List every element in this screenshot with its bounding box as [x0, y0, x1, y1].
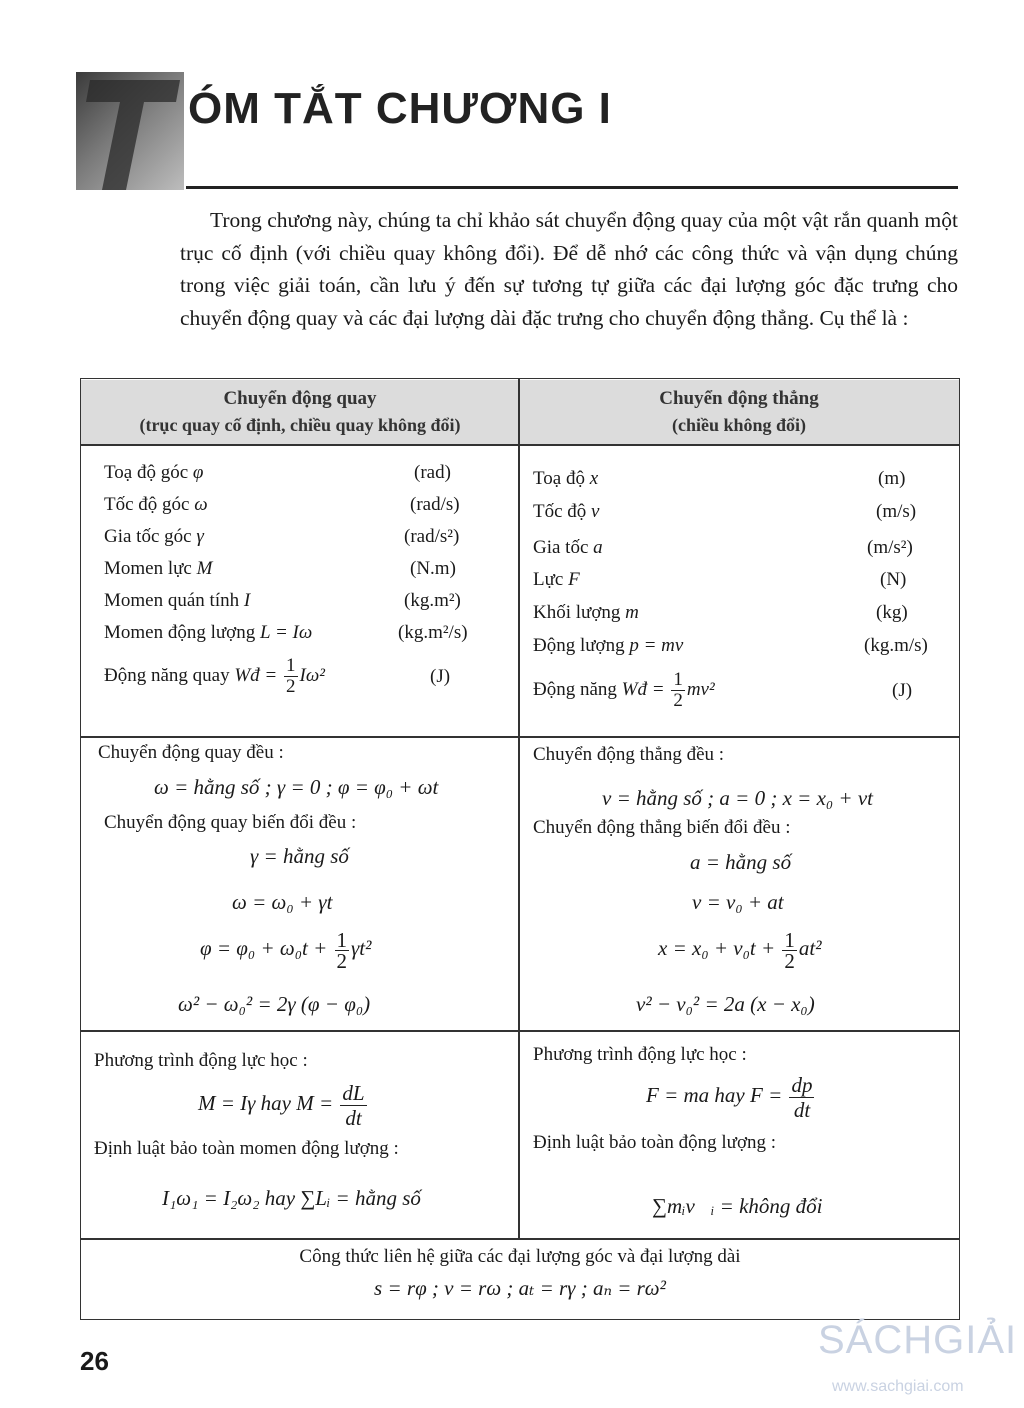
right-eq-a: a = hằng số — [690, 850, 792, 874]
quantity-row: Lực F — [533, 569, 580, 590]
quantity-unit: (rad/s) — [410, 494, 460, 515]
right-uniform-title: Chuyển động thẳng đều : — [533, 744, 725, 765]
right-dynamics-title: Phương trình động lực học : — [533, 1044, 747, 1065]
left-variable-title: Chuyển động quay biến đổi đều : — [104, 812, 357, 833]
right-dynamics-equation: F = ma hay F = $\frac{dp}{dt}$ — [646, 1072, 813, 1122]
left-uniform-title: Chuyển động quay đều : — [98, 742, 284, 763]
left-column-header: Chuyển động quay (trục quay cố định, chiều quay không đổi) — [139, 388, 461, 435]
right-column-header: Chuyển động thẳng (chiều không đổi) — [659, 388, 819, 435]
left-dynamics-equation: M = Iγ hay M = $\frac{dL}{dt}$ — [198, 1080, 365, 1130]
left-eq-omega-squared: ω² − ω₀² = 2γ (φ − φ₀) — [178, 992, 371, 1016]
quantity-unit: (rad) — [414, 462, 451, 483]
left-conservation-equation: I₁ω₁ = I₂ω₂ hay ∑Lᵢ = hằng số — [162, 1186, 421, 1210]
right-eq-v: v = v₀ + at — [692, 890, 784, 914]
right-variable-title: Chuyển động thẳng biến đổi đều : — [533, 817, 791, 838]
quantity-unit: (J) — [430, 666, 451, 687]
quantity-row: Momen quán tính I — [104, 590, 251, 611]
quantity-row: Toạ độ x — [533, 468, 599, 489]
quantity-unit: (m/s) — [876, 501, 917, 522]
right-eq-x: x = x₀ + v₀t + $\frac{1}{2}$ at² — [658, 927, 822, 973]
summary-table — [80, 378, 960, 1320]
relation-equation: s = rφ ; v = rω ; aₜ = rγ ; aₙ = rω² — [374, 1276, 666, 1300]
quantity-unit: (kg) — [876, 602, 908, 623]
quantity-unit: (kg.m²/s) — [398, 622, 468, 643]
quantity-unit: (m) — [878, 468, 906, 489]
right-conservation-equation: ∑mᵢv⃗ᵢ = không đổi — [652, 1194, 823, 1218]
quantity-unit: (rad/s²) — [404, 526, 460, 547]
left-uniform-equation: ω = hằng số ; γ = 0 ; φ = φ₀ + ωt — [154, 775, 439, 799]
quantity-row: Gia tốc a — [533, 537, 603, 558]
left-eq-gamma: γ = hằng số — [250, 844, 349, 868]
quantity-unit: (m/s²) — [867, 537, 913, 558]
table-divider — [80, 444, 960, 446]
quantity-row: Động lượng p = mv — [533, 635, 684, 656]
quantity-unit: (N.m) — [410, 558, 456, 579]
left-eq-omega: ω = ω₀ + γt — [232, 890, 333, 914]
right-eq-v-squared: v² − v₀² = 2a (x − x₀) — [636, 992, 815, 1016]
left-eq-phi: φ = φ₀ + ω₀t + $\frac{1}{2}$ γt² — [200, 927, 372, 973]
watermark-brand: SÁCHGIẢI — [818, 1318, 1018, 1362]
left-dynamics-title: Phương trình động lực học : — [94, 1050, 308, 1071]
table-divider — [80, 736, 960, 738]
chapter-title: ÓM TẮT CHƯƠNG I — [188, 84, 612, 133]
table-column-divider — [518, 378, 520, 1240]
table-divider — [80, 1238, 960, 1240]
table-divider — [80, 1030, 960, 1032]
quantity-row: Toạ độ góc φ — [104, 462, 204, 483]
quantity-row: Tốc độ góc ω — [104, 494, 208, 515]
quantity-row: Tốc độ v — [533, 501, 600, 522]
quantity-row: Động năng quay Wđ = $\frac{1}{2}$ Iω² — [104, 655, 325, 698]
relation-title: Công thức liên hệ giữa các đại lượng góc và đại lượng dài — [299, 1246, 741, 1267]
right-uniform-equation: v = hằng số ; a = 0 ; x = x₀ + vt — [602, 786, 874, 810]
right-conservation-title: Định luật bảo toàn động lượng : — [533, 1132, 777, 1153]
quantity-unit: (kg.m/s) — [864, 635, 928, 656]
title-rule — [186, 186, 958, 189]
quantity-row: Momen động lượng L = Iω — [104, 622, 313, 643]
quantity-row: Gia tốc góc γ — [104, 526, 204, 547]
watermark-url: www.sachgiai.com — [832, 1378, 964, 1395]
quantity-unit: (kg.m²) — [404, 590, 461, 611]
quantity-row: Khối lượng m — [533, 602, 639, 623]
chapter-letter-t-logo — [76, 72, 184, 190]
quantity-unit: (J) — [892, 680, 913, 701]
quantity-unit: (N) — [880, 569, 907, 590]
left-conservation-title: Định luật bảo toàn momen động lượng : — [94, 1138, 399, 1159]
intro-paragraph: Trong chương này, chúng ta chỉ khảo sát chuyển động quay của một vật rắn quanh một trục cố định (với chiều quay không đổi). Để dễ nhớ các công thức và vận dụng chúng trong việc giải toán, cần lưu ý đến sự tương tự giữa các đại lượng góc đặc trưng cho chuyển động quay và các đại lượng dài đặc trưng cho chuyển động thẳng. Cụ thể là : — [180, 208, 958, 330]
quantity-row: Momen lực M — [104, 558, 213, 579]
quantity-row: Động năng Wđ = $\frac{1}{2}$ mv² — [533, 669, 715, 712]
page-number: 26 — [80, 1346, 109, 1376]
